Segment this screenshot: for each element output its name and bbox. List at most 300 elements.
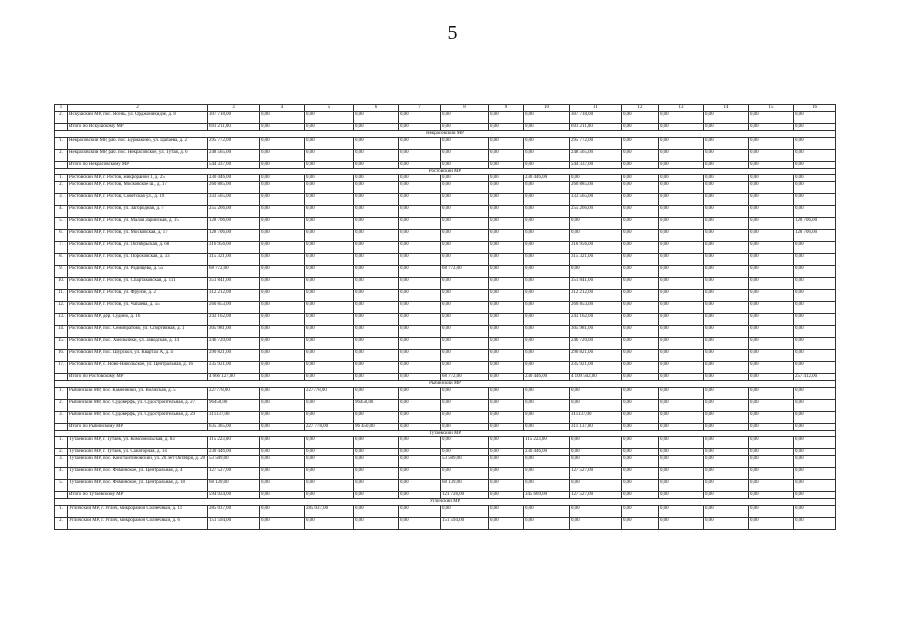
address-cell: Ростовский МР, г. Ростов, ул. Спартаковская, д. 111 [68, 278, 208, 290]
amount-cell: 0,00 [659, 230, 704, 242]
row-number-cell: 4. [55, 468, 68, 480]
address-cell: Ростовский МР, г. Ростов, Советская ул., д. 19 [68, 194, 208, 206]
amount-cell: 0,00 [399, 517, 441, 529]
amount-cell: 121 728,00 [441, 492, 489, 499]
amount-cell: 0,00 [794, 480, 836, 492]
amount-cell: 0,00 [659, 218, 704, 230]
amount-cell: 0,00 [305, 194, 354, 206]
row-number-cell: 2. [55, 112, 68, 124]
amount-cell: 257 412,00 [794, 374, 836, 381]
row-number-cell [55, 423, 68, 430]
amount-cell: 0,00 [305, 399, 354, 411]
amount-cell: 0,00 [489, 411, 524, 423]
amount-cell: 0,00 [622, 161, 659, 168]
amount-cell: 151 594,00 [208, 517, 260, 529]
amount-cell: 0,00 [489, 137, 524, 149]
amount-cell: 0,00 [260, 218, 305, 230]
header-cell: 11 [570, 105, 622, 112]
table-row [55, 505, 836, 517]
amount-cell: 0,00 [524, 326, 570, 338]
address-cell: Тутаевский МР, пос. Фоминское, ул. Центральная, д. 4 [68, 468, 208, 480]
amount-cell: 227 778,00 [305, 423, 354, 430]
amount-cell: 0,00 [749, 468, 794, 480]
amount-cell: 0,00 [622, 411, 659, 423]
address-cell: Ростовский МР, г. Ростов, Московское ш., д. 17 [68, 182, 208, 194]
amount-cell: 0,00 [659, 449, 704, 456]
amount-cell: 0,00 [354, 149, 399, 161]
row-number-cell: 14. [55, 326, 68, 338]
header-cell: 15 [749, 105, 794, 112]
amount-cell: 0,00 [354, 137, 399, 149]
amount-cell: 0,00 [524, 149, 570, 161]
amount-cell: 305 981,00 [208, 326, 260, 338]
amount-cell: 544 337,00 [570, 161, 622, 168]
section-header-row [55, 381, 836, 388]
amount-cell: 0,00 [704, 517, 749, 529]
amount-cell: 0,00 [622, 456, 659, 468]
amount-cell: 0,00 [399, 362, 441, 374]
amount-cell: 0,00 [524, 254, 570, 266]
amount-cell: 0,00 [441, 362, 489, 374]
amount-cell: 0,00 [704, 492, 749, 499]
amount-cell: 0,00 [794, 149, 836, 161]
table-row [55, 302, 836, 314]
amount-cell: 0,00 [354, 206, 399, 218]
amount-cell: 0,00 [399, 266, 441, 278]
amount-cell: 227778,00 [305, 387, 354, 399]
amount-cell: 0,00 [704, 124, 749, 131]
amount-cell: 0,00 [659, 194, 704, 206]
amount-cell: 227778,00 [208, 387, 260, 399]
amount-cell: 0,00 [570, 399, 622, 411]
amount-cell: 0,00 [441, 182, 489, 194]
amount-cell: 345 669,00 [524, 492, 570, 499]
amount-cell: 0,00 [399, 338, 441, 350]
table-row [55, 411, 836, 423]
amount-cell: 0,00 [794, 449, 836, 456]
amount-cell: 0,00 [260, 230, 305, 242]
amount-cell: 243 162,00 [570, 314, 622, 326]
amount-cell: 0,00 [354, 254, 399, 266]
table-body [55, 105, 836, 530]
amount-cell: 0,00 [659, 161, 704, 168]
amount-cell: 127 527,00 [570, 468, 622, 480]
amount-cell: 0,00 [489, 112, 524, 124]
amount-cell: 4 109 502,00 [570, 374, 622, 381]
amount-cell: 0,00 [305, 206, 354, 218]
amount-cell: 0,00 [489, 517, 524, 529]
table-row [55, 175, 836, 182]
amount-cell: 0,00 [622, 338, 659, 350]
amount-cell: 0,00 [399, 175, 441, 182]
amount-cell: 0,00 [622, 492, 659, 499]
amount-cell: 0,00 [794, 362, 836, 374]
amount-cell: 0,00 [305, 254, 354, 266]
row-number-cell: 8. [55, 254, 68, 266]
amount-cell: 0,00 [659, 411, 704, 423]
amount-cell: 0,00 [704, 505, 749, 517]
amount-cell: 691 211,00 [208, 124, 260, 131]
amount-cell: 0,00 [441, 326, 489, 338]
amount-cell: 0,00 [704, 374, 749, 381]
amount-cell: 0,00 [749, 290, 794, 302]
amount-cell: 0,00 [354, 517, 399, 529]
amount-cell: 635 365,00 [208, 423, 260, 430]
amount-cell: 0,00 [260, 492, 305, 499]
table-row [55, 112, 836, 124]
amount-cell: 0,00 [524, 278, 570, 290]
amount-cell: 0,00 [354, 242, 399, 254]
amount-cell: 0,00 [260, 423, 305, 430]
amount-cell: 0,00 [622, 517, 659, 529]
row-number-cell: 1. [55, 505, 68, 517]
row-number-cell [55, 161, 68, 168]
amount-cell: 68 772,00 [441, 374, 489, 381]
amount-cell: 0,00 [749, 149, 794, 161]
address-cell: Некрасовский МР, раб. пос. Некрасовское, ул. Тутая, д. 6 [68, 149, 208, 161]
amount-cell: 0,00 [399, 112, 441, 124]
amount-cell: 0,00 [524, 456, 570, 468]
amount-cell: 0,00 [659, 182, 704, 194]
amount-cell: 128 706,00 [208, 230, 260, 242]
amount-cell: 0,00 [659, 124, 704, 131]
amount-cell: 0,00 [260, 362, 305, 374]
amount-cell: 0,00 [622, 387, 659, 399]
amount-cell: 0,00 [260, 161, 305, 168]
amount-cell: 0,00 [794, 350, 836, 362]
amount-cell: 0,00 [399, 350, 441, 362]
amount-cell: 0,00 [524, 387, 570, 399]
address-cell: Итого по Ростовскому МР [68, 374, 208, 381]
amount-cell: 0,00 [489, 278, 524, 290]
amount-cell: 0,00 [399, 468, 441, 480]
amount-cell: 0,00 [305, 456, 354, 468]
amount-cell: 127 527,00 [208, 468, 260, 480]
amount-cell: 0,00 [260, 374, 305, 381]
header-cell: 13 [659, 105, 704, 112]
amount-cell: 295 772,00 [570, 137, 622, 149]
amount-cell: 0,00 [305, 161, 354, 168]
amount-cell: 0,00 [622, 326, 659, 338]
amount-cell: 0,00 [260, 338, 305, 350]
amount-cell: 0,00 [260, 468, 305, 480]
amount-cell: 0,00 [704, 456, 749, 468]
table-row [55, 254, 836, 266]
amount-cell: 0,00 [794, 266, 836, 278]
amount-cell: 0,00 [305, 137, 354, 149]
amount-cell: 0,00 [399, 206, 441, 218]
row-number-cell: 5. [55, 480, 68, 492]
amount-cell: 0,00 [399, 374, 441, 381]
table-row [55, 290, 836, 302]
amount-cell: 0,00 [354, 230, 399, 242]
amount-cell: 128 706,00 [794, 218, 836, 230]
amount-cell: 0,00 [489, 350, 524, 362]
amount-cell: 0,00 [749, 278, 794, 290]
amount-cell: 0,00 [622, 182, 659, 194]
table-row [55, 456, 836, 468]
amount-cell: 0,00 [305, 468, 354, 480]
amount-cell: 0,00 [260, 505, 305, 517]
header-cell: 8 [441, 105, 489, 112]
amount-cell: 0,00 [399, 124, 441, 131]
amount-cell: 0,00 [354, 468, 399, 480]
address-cell: Итого по Некрасовскому МР [68, 161, 208, 168]
amount-cell: 0,00 [305, 362, 354, 374]
row-number-cell: 2. [55, 449, 68, 456]
amount-cell: 0,00 [260, 399, 305, 411]
amount-cell: 0,00 [794, 492, 836, 499]
amount-cell: 0,00 [659, 468, 704, 480]
table-row [55, 149, 836, 161]
row-number-cell: 12. [55, 302, 68, 314]
amount-cell: 285 037,00 [305, 505, 354, 517]
amount-cell: 0,00 [441, 242, 489, 254]
amount-cell: 0,00 [704, 278, 749, 290]
amount-cell: 0,00 [659, 175, 704, 182]
amount-cell: 0,00 [794, 302, 836, 314]
amount-cell: 0,00 [622, 254, 659, 266]
amount-cell: 594 924,00 [208, 492, 260, 499]
row-number-cell: 13. [55, 314, 68, 326]
amount-cell: 0,00 [399, 492, 441, 499]
amount-cell: 0,00 [441, 278, 489, 290]
header-cell: 1 [55, 105, 68, 112]
amount-cell: 0,00 [489, 326, 524, 338]
amount-cell: 0,00 [441, 218, 489, 230]
amount-cell: 0,00 [622, 149, 659, 161]
amount-cell: 0,00 [704, 338, 749, 350]
amount-cell: 0,00 [305, 112, 354, 124]
row-number-cell: 15. [55, 338, 68, 350]
row-number-cell: 3. [55, 411, 68, 423]
amount-cell: 0,00 [749, 437, 794, 449]
amount-cell: 0,00 [441, 290, 489, 302]
amount-cell: 0,00 [704, 266, 749, 278]
address-cell: Ростовский МР, г. Ростов, ул. Чапаева, д. 55 [68, 302, 208, 314]
amount-cell: 307 718,00 [570, 112, 622, 124]
row-number-cell [55, 492, 68, 499]
table-row [55, 338, 836, 350]
amount-cell: 0,00 [354, 182, 399, 194]
amount-cell: 0,00 [305, 278, 354, 290]
amount-cell: 0,00 [524, 206, 570, 218]
address-cell: Ростовский МР, дер. Судино, д. 16 [68, 314, 208, 326]
amount-cell: 0,00 [489, 362, 524, 374]
amount-cell: 0,00 [441, 230, 489, 242]
amount-cell: 0,00 [489, 182, 524, 194]
amount-cell: 0,00 [305, 182, 354, 194]
amount-cell: 0,00 [659, 278, 704, 290]
amount-cell: 0,00 [524, 194, 570, 206]
amount-cell: 0,00 [399, 137, 441, 149]
amount-cell: 0,00 [489, 218, 524, 230]
amount-cell: 0,00 [260, 437, 305, 449]
amount-cell: 0,00 [489, 338, 524, 350]
amount-cell: 312 212,00 [570, 290, 622, 302]
address-cell: Угличский МР, г. Углич, микрорайон Солнечный, д. 11 [68, 505, 208, 517]
amount-cell: 0,00 [441, 423, 489, 430]
address-cell: Тутаевский МР, пос. Фоминское, ул. Центральная, д. 18 [68, 480, 208, 492]
amount-cell: 0,00 [704, 480, 749, 492]
amount-cell: 0,00 [570, 387, 622, 399]
amount-cell: 0,00 [659, 254, 704, 266]
amount-cell: 0,00 [749, 137, 794, 149]
header-cell: 3 [208, 105, 260, 112]
row-number-cell: 2. [55, 399, 68, 411]
amount-cell: 290 821,00 [208, 350, 260, 362]
amount-cell: 312 212,00 [208, 290, 260, 302]
amount-cell: 115 223,00 [524, 437, 570, 449]
amount-cell: 0,00 [354, 194, 399, 206]
amount-cell: 0,00 [794, 437, 836, 449]
amount-cell: 0,00 [659, 399, 704, 411]
amount-cell: 0,00 [794, 468, 836, 480]
amount-cell: 295 772,00 [208, 137, 260, 149]
amount-cell: 0,00 [622, 350, 659, 362]
table-row [55, 480, 836, 492]
amount-cell: 0,00 [570, 266, 622, 278]
amount-cell: 0,00 [622, 374, 659, 381]
amount-cell: 0,00 [260, 314, 305, 326]
amount-cell: 0,00 [659, 112, 704, 124]
amount-cell: 0,00 [399, 480, 441, 492]
amount-cell: 0,00 [794, 194, 836, 206]
amount-cell: 0,00 [305, 314, 354, 326]
amount-cell: 0,00 [524, 399, 570, 411]
amount-cell: 0,00 [794, 278, 836, 290]
amount-cell: 0,00 [305, 517, 354, 529]
amount-cell: 0,00 [260, 112, 305, 124]
amount-cell: 0,00 [704, 242, 749, 254]
amount-cell: 0,00 [749, 266, 794, 278]
amount-cell: 691 211,00 [570, 124, 622, 131]
amount-cell: 0,00 [354, 449, 399, 456]
amount-cell: 0,00 [441, 161, 489, 168]
amount-cell: 0,00 [749, 175, 794, 182]
amount-cell: 0,00 [704, 387, 749, 399]
address-cell: Тутаевский МР, г. Тутаев, ул. Комсомольская, д. 83 [68, 437, 208, 449]
amount-cell: 0,00 [794, 242, 836, 254]
amount-cell: 0,00 [441, 449, 489, 456]
amount-cell: 311137,00 [570, 411, 622, 423]
amount-cell: 0,00 [794, 112, 836, 124]
amount-cell: 0,00 [354, 411, 399, 423]
amount-cell: 0,00 [794, 399, 836, 411]
amount-cell: 0,00 [704, 254, 749, 266]
amount-cell: 0,00 [622, 505, 659, 517]
amount-cell: 0,00 [570, 456, 622, 468]
amount-cell: 0,00 [354, 505, 399, 517]
amount-cell: 0,00 [260, 278, 305, 290]
amount-cell: 0,00 [260, 254, 305, 266]
amount-cell: 0,00 [489, 480, 524, 492]
amount-cell: 0,00 [524, 182, 570, 194]
table-header-row [55, 105, 836, 112]
address-cell: Ростовский МР, пос. Хмельники, ул. Заводская, д. 14 [68, 338, 208, 350]
amount-cell: 0,00 [260, 326, 305, 338]
header-cell: 14 [704, 105, 749, 112]
amount-cell: 0,00 [794, 314, 836, 326]
amount-cell: 0,00 [570, 480, 622, 492]
amount-cell: 4 666 127,00 [208, 374, 260, 381]
row-number-cell [55, 124, 68, 131]
row-number-cell: 2. [55, 149, 68, 161]
header-cell: 16 [794, 105, 836, 112]
address-cell: Рыбинский МР, пос. Судоверфь, ул. Судостроительная, д. 27 [68, 399, 208, 411]
amount-cell: 260 853,00 [570, 302, 622, 314]
amount-cell: 0,00 [305, 149, 354, 161]
amount-cell: 0,00 [659, 314, 704, 326]
table-row [55, 266, 836, 278]
amount-cell: 246 720,00 [570, 338, 622, 350]
amount-cell: 0,00 [794, 290, 836, 302]
data-sheet [54, 104, 835, 530]
amount-cell: 0,00 [749, 161, 794, 168]
amount-cell: 0,00 [622, 362, 659, 374]
amount-cell: 68 139,00 [208, 480, 260, 492]
amount-cell: 0,00 [659, 423, 704, 430]
table-row [55, 182, 836, 194]
amount-cell: 0,00 [260, 449, 305, 456]
row-number-cell: 10. [55, 278, 68, 290]
amount-cell: 305 981,00 [570, 326, 622, 338]
address-cell: Ростовский МР, пос. Семибратово, ул. Спортивная, д. 1 [68, 326, 208, 338]
amount-cell: 0,00 [704, 137, 749, 149]
amount-cell: 230 446,00 [208, 449, 260, 456]
amount-cell: 0,00 [441, 254, 489, 266]
row-number-cell: 3. [55, 456, 68, 468]
amount-cell: 0,00 [305, 124, 354, 131]
amount-cell: 0,00 [260, 124, 305, 131]
table-row [55, 278, 836, 290]
amount-cell: 0,00 [622, 290, 659, 302]
amount-cell: 0,00 [749, 423, 794, 430]
amount-cell: 0,00 [749, 480, 794, 492]
amount-cell: 0,00 [570, 218, 622, 230]
amount-cell: 53 589,00 [441, 456, 489, 468]
amount-cell: 0,00 [489, 149, 524, 161]
amount-cell: 0,00 [524, 230, 570, 242]
amount-cell: 316 956,00 [208, 242, 260, 254]
amount-cell: 0,00 [354, 314, 399, 326]
amount-cell: 0,00 [399, 161, 441, 168]
address-cell: Итого по Искушскому МР [68, 124, 208, 131]
amount-cell: 0,00 [622, 218, 659, 230]
amount-cell: 0,00 [524, 124, 570, 131]
data-table [54, 104, 836, 530]
table-row [55, 362, 836, 374]
amount-cell: 0,00 [489, 194, 524, 206]
header-cell: 6 [354, 105, 399, 112]
amount-cell: 0,00 [354, 362, 399, 374]
amount-cell: 0,00 [354, 218, 399, 230]
amount-cell: 0,00 [622, 437, 659, 449]
amount-cell: 0,00 [441, 505, 489, 517]
amount-cell: 0,00 [260, 480, 305, 492]
table-row [55, 326, 836, 338]
amount-cell: 0,00 [354, 338, 399, 350]
amount-cell: 0,00 [622, 175, 659, 182]
address-cell: Искушский МР, пос. Ясень, ул. Орджоникидзе, д. 8 [68, 112, 208, 124]
amount-cell: 0,00 [749, 206, 794, 218]
amount-cell: 235 921,00 [570, 362, 622, 374]
amount-cell: 0,00 [354, 278, 399, 290]
amount-cell: 0,00 [441, 338, 489, 350]
address-cell: Ростовский МР, г. Ростов, ул. Малая Заринская, д. 15 [68, 218, 208, 230]
amount-cell: 0,00 [441, 387, 489, 399]
amount-cell: 246 720,00 [208, 338, 260, 350]
